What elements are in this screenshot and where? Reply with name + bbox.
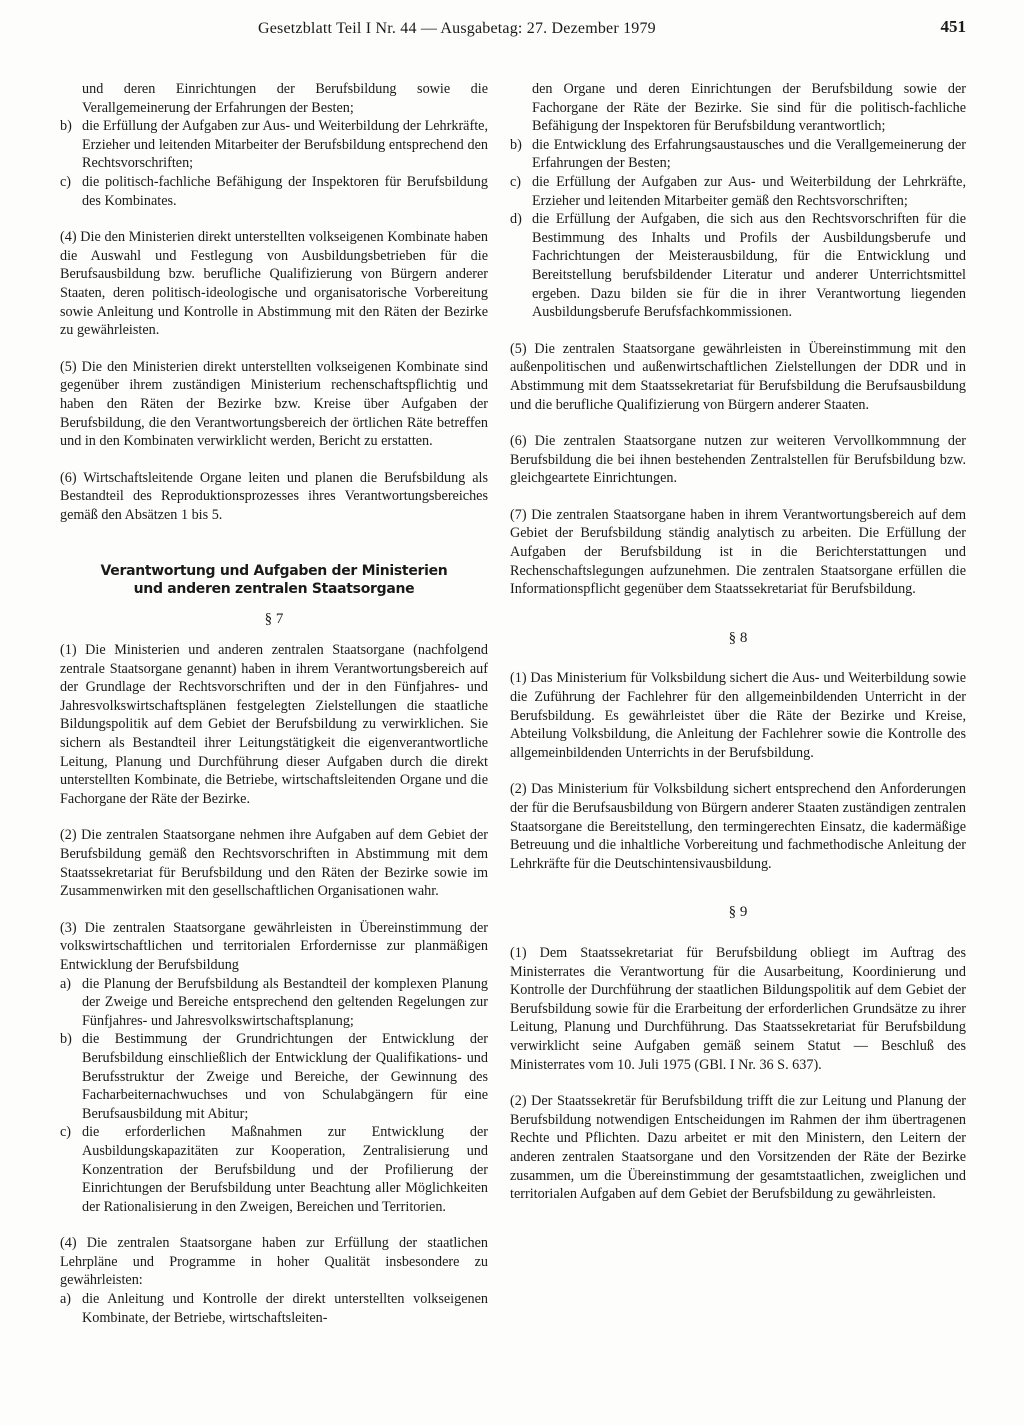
- page-header: [88, 14, 966, 42]
- section-9-paragraph-1: (1) Dem Staatssekretariat für Berufsbildung obliegt im Auftrag des Ministerrates die Verantwortung für die Ausarbeitung, Koordinierung und Kontrolle der Durchführung der staatlichen Bildungspolitik auf dem Gebiet der Berufsbildung sowie für die Erarbeitung der erforderlichen Grundsätze zu ihrer Leitung, Planung und Durchführung. Das Staatssekretariat für Berufsbildung verwirklicht seine Aufgaben gemäß seinem Statut — Beschluß des Ministerrates vom 10. Juli 1975 (GBl. I Nr. 36 S. 637).: [510, 944, 966, 1073]
- section-8-paragraph-2: (2) Das Ministerium für Volksbildung sichert entsprechend den Anforderungen der für die Berufsausbildung von Bürgern anderer Staaten zuständigen zentralen Staatsorgane die Bereitstellung, den termingerechten Einsatz, die kadermäßige Betreuung und die inhaltliche Vorbereitung und fachmethodische Anleitung der Lehrkräfte für die Deutschintensivausbildung.: [510, 781, 966, 872]
- list-item-text: die erforderlichen Maßnahmen zur Entwicklung der Ausbildungskapazitäten zur Kooperation, Zentralisierung und Konzentration der Berufsbildung und der Profilierung der Einrichtungen der Berufsbildung unter Beachtung aller Möglichkeiten der Rationalisierung in den Zweigen, Bereichen und Territorien.: [82, 1124, 488, 1215]
- list-item-letter: b): [60, 1031, 72, 1048]
- section-8-title: § 8: [728, 629, 748, 646]
- list-item-text: die Erfüllung der Aufgaben, die sich aus den Rechtsvorschriften für die Bestimmung des Inhalts und Profils der Ausbildungsberufe und Fachrichtungen der Meisterausbildung, für die Entwicklung und Bereitstellung berufsbildender Literatur und anderer Unterrichtsmittel ergeben. Dazu bilden sie für die in ihrer Verantwortung liegenden Ausbildungsberufe Berufsfachkommissionen.: [532, 211, 966, 321]
- list-item: [60, 1123, 488, 1216]
- section-7-paragraph-2: (2) Die zentralen Staatsorgane nehmen ihre Aufgaben auf dem Gebiet der Berufsbildung gemäß den Rechtsvorschriften in Abstimmung mit dem Staatssekretariat für Berufsbildung und den Räten der Bezirke sowie im Zusammenwirken mit den gesellschaftlichen Organisationen wahr.: [60, 827, 488, 900]
- list-item-text: die Planung der Berufsbildung als Bestandteil der komplexen Planung der Zweige und Bereiche entsprechend den geltenden Regelungen zur Fünfjahres- und Jahresvolkswirtschaftsplanung;: [82, 975, 488, 1029]
- paragraph-5: (5) Die den Ministerien direkt unterstellten volkseigenen Kombinate sind gegenüber ihrem zuständigen Ministerium rechenschaftspflichtig und haben den Räten der Bezirke bzw. Kreise über Aufgaben der Berufsbildung, die den Verantwortungsbereich der örtlichen Räte betreffen und in den Kombinaten verwirklicht werden, Bericht zu erstatten.: [60, 358, 488, 450]
- list-item-letter: b): [510, 136, 522, 153]
- list-item: [60, 1030, 488, 1123]
- section-7-paragraph-1: (1) Die Ministerien und anderen zentralen Staatsorgane (nachfolgend zentrale Staatsorgane genannt) haben in ihrem Verantwortungsbereich auf der Grundlage der Rechtsvorschriften und der in den Fünfjahres- und Jahresvolkswirtschaftsplänen festgelegten Zielstellungen die staatliche Bildungspolitik auf dem Gebiet der Berufsbildung zu verwirklichen. Sie sichern als Bestandteil ihrer Leitungstätigkeit die eigenverantwortliche Leitung, Planung und Durchführung dieser Aufgaben durch die direkt unterstellten Kombinate, die Betriebe, wirtschaftsleitenden Organe und die Fachorgane der Räte der Bezirke.: [60, 642, 488, 807]
- list-item: [510, 136, 966, 173]
- list-item: [60, 173, 488, 210]
- list-item-letter: b): [60, 118, 72, 135]
- list-item: [60, 117, 488, 173]
- list-item: [510, 210, 966, 322]
- list-item-letter: c): [510, 173, 522, 190]
- paragraph-6: (6) Wirtschaftsleitende Organe leiten und planen die Berufsbildung als Bestandteil des Reproduktionsprozesses ihres Verantwortungsbereiches gemäß den Absätzen 1 bis 5.: [60, 469, 488, 523]
- page-number: 451: [940, 17, 966, 36]
- list-item-text: die politisch-fachliche Befähigung der Inspektoren für Berufsbildung des Kombinates.: [82, 173, 488, 209]
- list-item-letter: d): [510, 211, 522, 228]
- list-item-text: die Erfüllung der Aufgaben zur Aus- und Weiterbildung der Lehrkräfte, Erzieher und leitenden Mitarbeiter der Berufsbildung entsprechend den Rechtsvorschriften;: [82, 118, 488, 172]
- left-column: [60, 80, 488, 1327]
- section-heading: [60, 562, 488, 598]
- section-heading-line-2: und anderen zentralen Staatsorgane: [133, 581, 415, 598]
- section-7-paragraph-4: (4) Die zentralen Staatsorgane haben zur Erfüllung der staatlichen Lehrpläne und Programme in hoher Qualität insbesondere zu gewährleisten:: [60, 1235, 488, 1289]
- list-item-letter: a): [60, 1291, 72, 1308]
- paragraph-7: (7) Die zentralen Staatsorgane haben in ihrem Verantwortungsbereich auf dem Gebiet der Berufsbildung ständig analytisch zu arbeiten. Die Erfüllung der Aufgaben der Berufsbildung ist in die Berichterstattungen und Rechenschaftslegungen aufzunehmen. Die zentralen Staatsorgane erfüllen die Informationspflicht gegenüber dem Staatssekretariat für Berufsbildung.: [510, 506, 966, 598]
- header-title: Gesetzblatt Teil I Nr. 44 — Ausgabetag: 27. Dezember 1979: [258, 20, 656, 37]
- section-heading-line-1: Verantwortung und Aufgaben der Ministerien: [100, 563, 448, 580]
- section-7-paragraph-3: (3) Die zentralen Staatsorgane gewährleisten in Übereinstimmung der volkswirtschaftlichen und territorialen Erfordernisse zur planmäßigen Entwicklung der Berufsbildung: [60, 919, 488, 973]
- section-7-title: § 7: [264, 611, 284, 628]
- section-9-paragraph-2: (2) Der Staatssekretär für Berufsbildung trifft die zur Leitung und Planung der Berufsbildung notwendigen Entscheidungen im Rahmen der ihm übertragenen Rechte und Pflichten. Dazu arbeitet er mit den Ministern, den Leitern der anderen zentralen Staatsorgane und den Vorsitzenden der Räte der Bezirke zusammen, um die Übereinstimmung der gesamtstaatlichen, zweiglichen und territorialen Aufgaben auf dem Gebiet der Berufsbildung zu gewährleisten.: [510, 1093, 966, 1203]
- right-column: [510, 80, 966, 1204]
- list-item-text: die Entwicklung des Erfahrungsaustausches und die Verallgemeinerung der Erfahrungen der Besten;: [532, 136, 966, 172]
- list-item-letter: c): [60, 173, 72, 190]
- paragraph-4: (4) Die den Ministerien direkt unterstellten volkseigenen Kombinate haben die Auswahl und Festlegung von Ausbildungsbetrieben für die Berufsausbildung bzw. berufliche Qualifizierung von Bürgern anderer Staaten, deren politisch-ideologische und organisatorische Vorbereitung sowie Anleitung und Kontrolle in Abstimmung mit den Räten der Bezirke zu gewährleisten.: [60, 229, 488, 339]
- list-item-letter: a): [60, 975, 72, 992]
- continued-paragraph: den Organe und deren Einrichtungen der Berufsbildung sowie der Fachorgane der Räte der Bezirke. Sie sind für die politisch-fachliche Befähigung der Inspektoren für Berufsbildung verantwortlich;: [532, 81, 966, 135]
- list-item: [60, 975, 488, 1031]
- paragraph-6: (6) Die zentralen Staatsorgane nutzen zur weiteren Vervollkommnung der Berufsbildung die bei ihnen bestehenden Zentralstellen für Berufsbildung bzw. gleichgeartete Einrichtungen.: [510, 433, 966, 487]
- list-item-letter: c): [60, 1124, 72, 1141]
- list-item-text: die Anleitung und Kontrolle der direkt unterstellten volkseigenen Kombinate, der Betriebe, wirtschaftsleiten-: [82, 1291, 488, 1326]
- section-8-paragraph-1: (1) Das Ministerium für Volksbildung sichert die Aus- und Weiterbildung sowie die Zuführung der Fachlehrer für den allgemeinbildenden Unterricht in der Berufsbildung. Es gewährleistet über die Räte der Bezirke und Kreise, Abteilung Volksbildung, die Anleitung der Fachlehrer sowie die Kontrolle des allgemeinbildenden Unterrichts in der Berufsbildung.: [510, 670, 966, 761]
- list-item-text: die Erfüllung der Aufgaben zur Aus- und Weiterbildung der Lehrkräfte, Erzieher und leitenden Mitarbeiter gemäß den Rechtsvorschriften;: [532, 173, 966, 209]
- list-item: [510, 173, 966, 210]
- paragraph-5: (5) Die zentralen Staatsorgane gewährleisten in Übereinstimmung mit den außenpolitischen und außenwirtschaftlichen Zielstellungen der DDR und in Abstimmung mit dem Staatssekretariat für Berufsbildung die Berufsausbildung und die berufliche Qualifizierung von Bürgern anderer Staaten.: [510, 340, 966, 413]
- section-9-title: § 9: [728, 904, 748, 921]
- continued-paragraph: und deren Einrichtungen der Berufsbildung sowie die Verallgemeinerung der Erfahrungen der Besten;: [82, 81, 488, 116]
- list-item: [60, 1290, 488, 1327]
- list-item-text: die Bestimmung der Grundrichtungen der Entwicklung der Berufsbildung einschließlich der Entwicklung der Qualifikations- und Berufsstruktur der Zweige und Bereiche, der Gewinnung des Facharbeiternachwuchses und von Schulabgängern für eine Berufsausbildung mit Abitur;: [82, 1031, 488, 1122]
